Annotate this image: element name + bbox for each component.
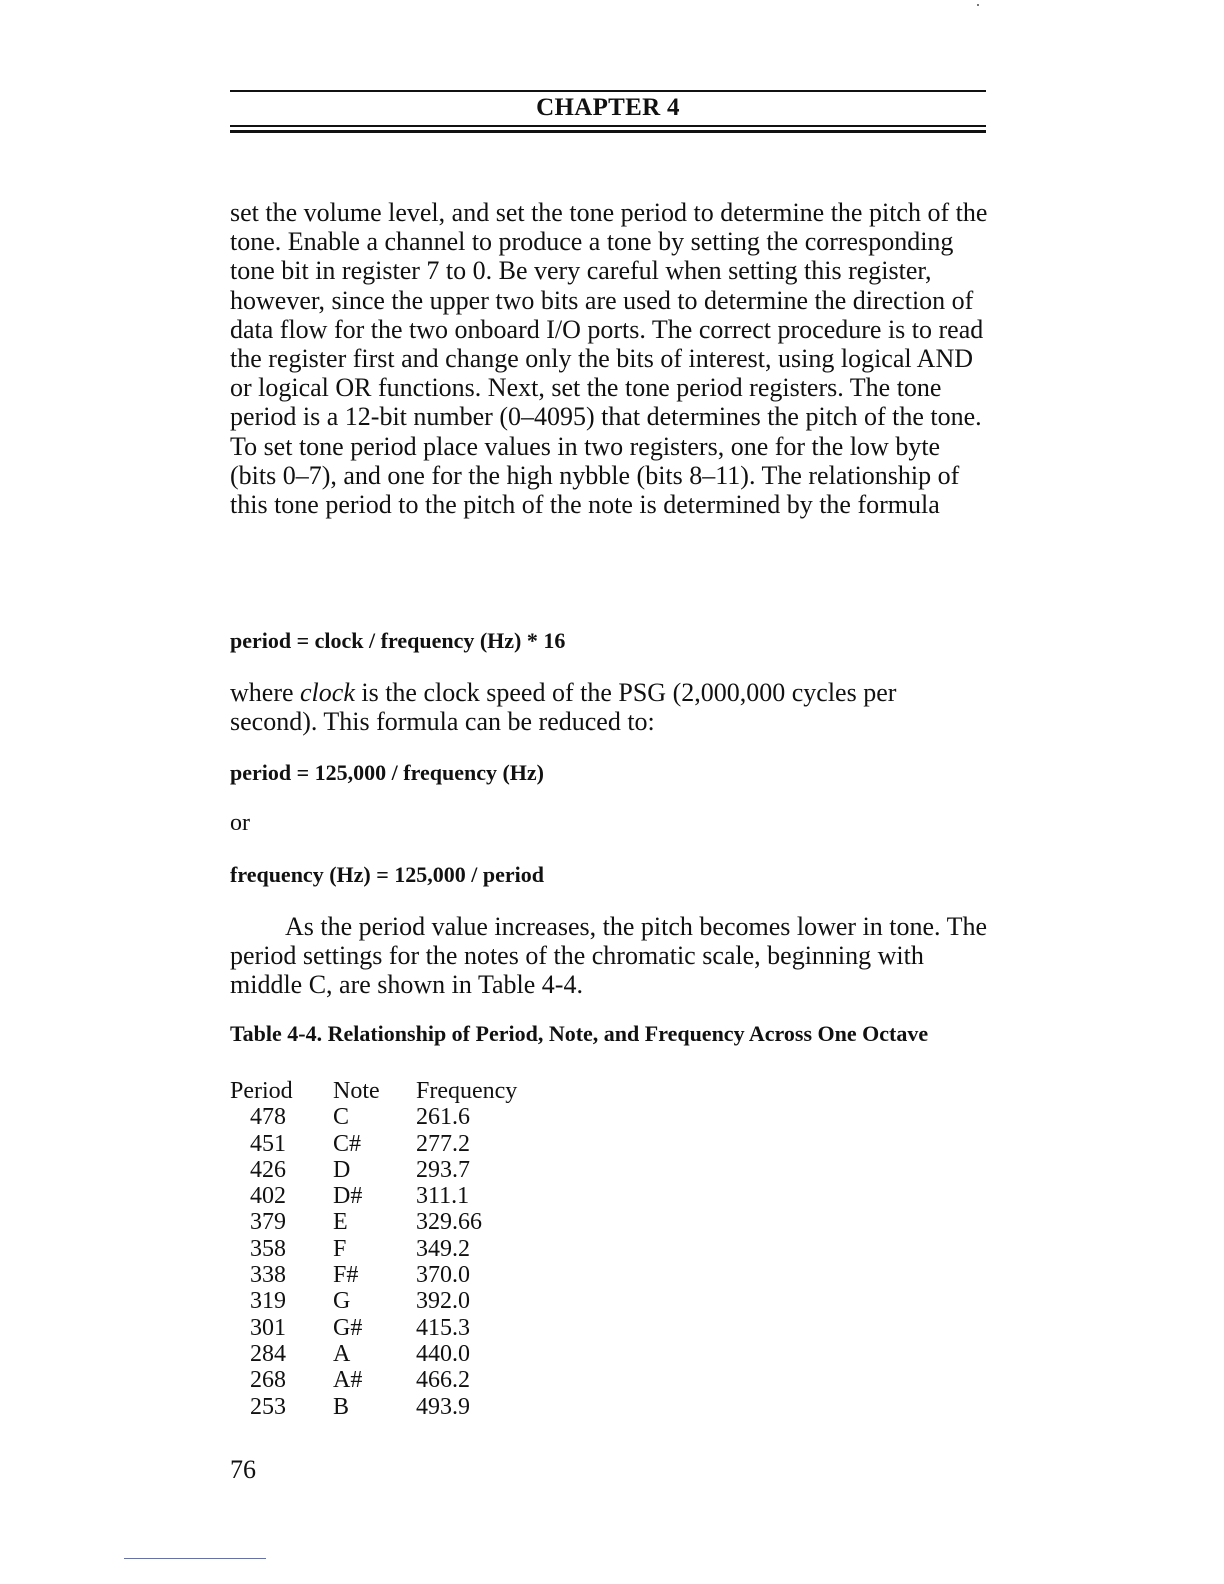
- note-cell: D: [333, 1156, 351, 1183]
- footer-decorative-line: [124, 1558, 266, 1559]
- note-cell: E: [333, 1209, 348, 1236]
- frequency-cell: 311.1: [416, 1183, 470, 1210]
- page-number: 76: [230, 1455, 256, 1484]
- period-cell: 253: [250, 1393, 286, 1420]
- frequency-cell: 261.6: [416, 1104, 470, 1131]
- note-cell: A: [333, 1340, 351, 1367]
- scan-artifact-dot: [977, 4, 979, 6]
- table-header-note: Note: [333, 1078, 380, 1104]
- chapter-heading: CHAPTER 4: [536, 94, 680, 121]
- note-cell: F: [333, 1235, 347, 1262]
- period-cell: 284: [250, 1340, 286, 1367]
- paragraph-clock-explanation: [230, 678, 990, 736]
- header-top-rule: [230, 90, 986, 92]
- frequency-cell: 293.7: [416, 1156, 470, 1183]
- period-cell: 379: [250, 1209, 286, 1236]
- frequency-cell: 349.2: [416, 1235, 470, 1262]
- frequency-cell: 277.2: [416, 1130, 470, 1157]
- paragraph-intro: set the volume level, and set the tone period to determine the pitch of the tone. Enable a channel to produce a tone by setting the corresponding tone bit in register 7 to 0. Be very careful when setting this register, however, since the upper two bits are used to determine the direction of data flow for the two onboard I/O ports. The correct procedure is to read the register first and change only the bits of interest, using logical AND or logical OR functions. Next, set the tone period registers. The tone period is a 12-bit number (0–4095) that determines the pitch of the tone. To set tone period place values in two registers, one for the low byte (bits 0–7), and one for the high nybble (bits 8–11). The relationship of this tone period to the pitch of the note is determined by the formula: [230, 198, 988, 520]
- or-text: or: [230, 810, 250, 836]
- note-cell: B: [333, 1393, 350, 1420]
- frequency-cell: 329.66: [416, 1209, 482, 1236]
- note-cell: C: [333, 1104, 350, 1131]
- formula-frequency: frequency (Hz) = 125,000 / period: [230, 862, 544, 887]
- frequency-cell: 415.3: [416, 1314, 470, 1341]
- note-cell: G: [333, 1288, 351, 1315]
- note-cell: D#: [333, 1183, 363, 1210]
- formula-period-clock: period = clock / frequency (Hz) * 16: [230, 628, 566, 653]
- table-caption: Table 4-4. Relationship of Period, Note, and Frequency Across One Octave: [230, 1021, 929, 1046]
- period-cell: 319: [250, 1288, 286, 1315]
- period-cell: 426: [250, 1156, 286, 1183]
- note-cell: F#: [333, 1262, 359, 1289]
- header-bottom-rule-1: [230, 125, 986, 127]
- period-cell: 301: [250, 1314, 286, 1341]
- period-cell: 268: [250, 1367, 286, 1394]
- paragraph-period-pitch: As the period value increases, the pitch becomes lower in tone. The period settings for the notes of the chromatic scale, beginning with middle C, are shown in Table 4-4.: [230, 912, 988, 1000]
- frequency-cell: 370.0: [416, 1262, 470, 1289]
- table-header-period: Period: [230, 1078, 293, 1104]
- period-cell: 358: [250, 1235, 286, 1262]
- period-cell: 402: [250, 1183, 286, 1210]
- header-bottom-rule-2: [230, 130, 986, 133]
- note-cell: A#: [333, 1367, 363, 1394]
- frequency-cell: 466.2: [416, 1367, 470, 1394]
- paragraph-clock-emphasis: clock: [300, 678, 355, 707]
- paragraph-clock-before: where: [230, 678, 301, 707]
- frequency-cell: 493.9: [416, 1393, 470, 1420]
- note-cell: C#: [333, 1130, 362, 1157]
- period-cell: 451: [250, 1130, 286, 1157]
- formula-period-reduced: period = 125,000 / frequency (Hz): [230, 760, 544, 785]
- table-header-frequency: Frequency: [416, 1078, 518, 1104]
- frequency-cell: 392.0: [416, 1288, 470, 1315]
- period-cell: 478: [250, 1104, 286, 1131]
- note-cell: G#: [333, 1314, 363, 1341]
- paragraph-clock-after: is the clock speed of the PSG (2,000,000 cycles per second). This formula can be reduced to:: [230, 678, 897, 737]
- period-cell: 338: [250, 1262, 286, 1289]
- frequency-cell: 440.0: [416, 1340, 470, 1367]
